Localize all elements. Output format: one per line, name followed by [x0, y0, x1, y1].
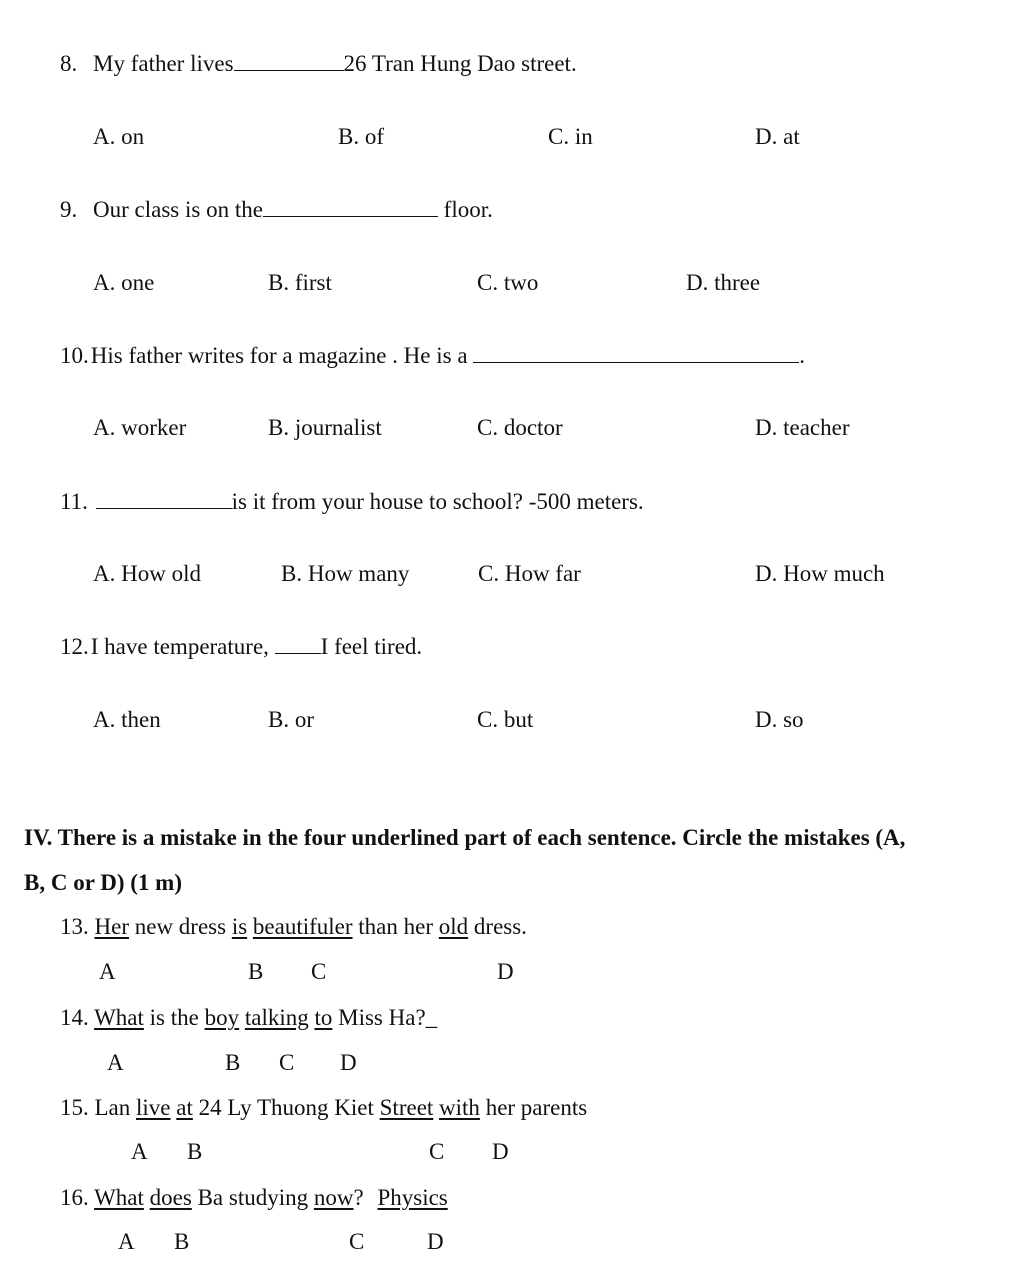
choice-letter-d[interactable]: D: [340, 1050, 357, 1075]
choice-letter-c[interactable]: C: [349, 1229, 365, 1254]
option-c[interactable]: C. two: [477, 270, 539, 295]
choice-letter-b[interactable]: B: [187, 1139, 203, 1164]
choice-letter-a[interactable]: A: [131, 1139, 148, 1164]
sentence-text: her parents: [485, 1095, 588, 1120]
underlined-part-d[interactable]: with: [439, 1095, 480, 1120]
question-16: [60, 1186, 448, 1209]
underlined-part-c[interactable]: now: [313, 1185, 354, 1210]
underlined-part-d[interactable]: Physics: [377, 1185, 448, 1210]
trailing-mark: _: [425, 1005, 438, 1030]
question-11: [60, 490, 644, 513]
answer-blank: [263, 215, 438, 217]
choice-letter-a[interactable]: A: [118, 1229, 135, 1254]
choice-letter-d[interactable]: D: [497, 959, 514, 984]
sentence-text: Ba studying: [197, 1185, 309, 1210]
choice-letter-a[interactable]: A: [99, 959, 116, 984]
question-10: [60, 344, 805, 367]
question-9: [60, 198, 493, 221]
question-text-before: His father writes for a magazine . He is a: [90, 343, 468, 368]
option-b[interactable]: B. journalist: [268, 415, 382, 440]
question-number: 13.: [60, 914, 89, 939]
sentence-text: dress.: [473, 914, 527, 939]
underlined-part-b[interactable]: at: [176, 1095, 193, 1120]
sentence-text: 24 Ly Thuong Kiet: [198, 1095, 374, 1120]
underlined-part-a[interactable]: What: [94, 1185, 144, 1210]
option-d[interactable]: D. teacher: [755, 415, 850, 440]
underlined-part-b[interactable]: boy: [204, 1005, 240, 1030]
choice-letter-c[interactable]: C: [311, 959, 327, 984]
question-13: [60, 915, 527, 938]
underlined-part-b[interactable]: does: [149, 1185, 192, 1210]
answer-blank: [275, 652, 321, 654]
section-heading-continued: B, C or D) (1 m): [24, 870, 182, 895]
question-text-after: is it from your house to school? -500 meters.: [231, 489, 644, 514]
question-number: 11.: [60, 489, 88, 514]
underlined-part-b[interactable]: is: [231, 914, 248, 939]
underlined-part-a[interactable]: live: [136, 1095, 171, 1120]
option-c[interactable]: C. in: [548, 124, 593, 149]
underlined-part-c[interactable]: Street: [379, 1095, 434, 1120]
answer-blank: [473, 361, 799, 363]
question-15: [60, 1096, 587, 1119]
option-c[interactable]: C. doctor: [477, 415, 563, 440]
question-14: [60, 1006, 437, 1029]
choice-letter-b[interactable]: B: [248, 959, 264, 984]
option-a[interactable]: A. How old: [93, 561, 201, 586]
question-8: [60, 52, 577, 75]
option-a[interactable]: A. worker: [93, 415, 187, 440]
option-a[interactable]: A. on: [93, 124, 145, 149]
option-d[interactable]: D. so: [755, 707, 804, 732]
choice-letter-a[interactable]: A: [107, 1050, 124, 1075]
question-number: 8.: [60, 51, 78, 76]
option-c[interactable]: C. but: [477, 707, 534, 732]
underlined-part-a[interactable]: What: [94, 1005, 144, 1030]
option-b[interactable]: B. first: [268, 270, 332, 295]
underlined-part-d[interactable]: old: [438, 914, 469, 939]
question-text-before: Our class is on the: [93, 197, 263, 222]
choice-letter-c[interactable]: C: [429, 1139, 445, 1164]
choice-letter-d[interactable]: D: [427, 1229, 444, 1254]
question-text-after: .: [799, 343, 806, 368]
question-text-after: 26 Tran Hung Dao street.: [343, 51, 577, 76]
choice-letter-b[interactable]: B: [225, 1050, 241, 1075]
question-text-before: I have temperature,: [90, 634, 269, 659]
sentence-text: Lan: [94, 1095, 131, 1120]
question-number: 14.: [60, 1005, 89, 1030]
question-text-after: floor.: [443, 197, 493, 222]
answer-blank: [234, 69, 344, 71]
option-b[interactable]: B. or: [268, 707, 314, 732]
option-d[interactable]: D. at: [755, 124, 800, 149]
section-heading: IV. There is a mistake in the four underlined part of each sentence. Circle the mistakes (A,: [24, 825, 906, 850]
sentence-text: Miss Ha?: [338, 1005, 426, 1030]
underlined-part-c[interactable]: talking: [244, 1005, 309, 1030]
choice-letter-b[interactable]: B: [174, 1229, 190, 1254]
question-text-before: My father lives: [93, 51, 234, 76]
underlined-part-a[interactable]: Her: [94, 914, 129, 939]
question-number: 12.: [60, 634, 89, 659]
underlined-part-d[interactable]: to: [314, 1005, 333, 1030]
option-b[interactable]: B. of: [338, 124, 384, 149]
question-number: 15.: [60, 1095, 89, 1120]
option-b[interactable]: B. How many: [281, 561, 410, 586]
choice-letter-d[interactable]: D: [492, 1139, 509, 1164]
option-c[interactable]: C. How far: [478, 561, 581, 586]
sentence-text: new dress: [134, 914, 227, 939]
option-a[interactable]: A. one: [93, 270, 155, 295]
answer-blank: [96, 507, 232, 509]
question-12: [60, 635, 422, 658]
option-d[interactable]: D. How much: [755, 561, 885, 586]
question-text-after: I feel tired.: [320, 634, 423, 659]
underlined-part-c[interactable]: beautifuler: [252, 914, 353, 939]
sentence-text: than her: [358, 914, 434, 939]
question-number: 9.: [60, 197, 78, 222]
choice-letter-c[interactable]: C: [279, 1050, 295, 1075]
sentence-text: is the: [149, 1005, 199, 1030]
option-a[interactable]: A. then: [93, 707, 161, 732]
question-number: 16.: [60, 1185, 89, 1210]
question-mark: ?: [353, 1185, 364, 1210]
question-number: 10.: [60, 343, 89, 368]
option-d[interactable]: D. three: [686, 270, 761, 295]
